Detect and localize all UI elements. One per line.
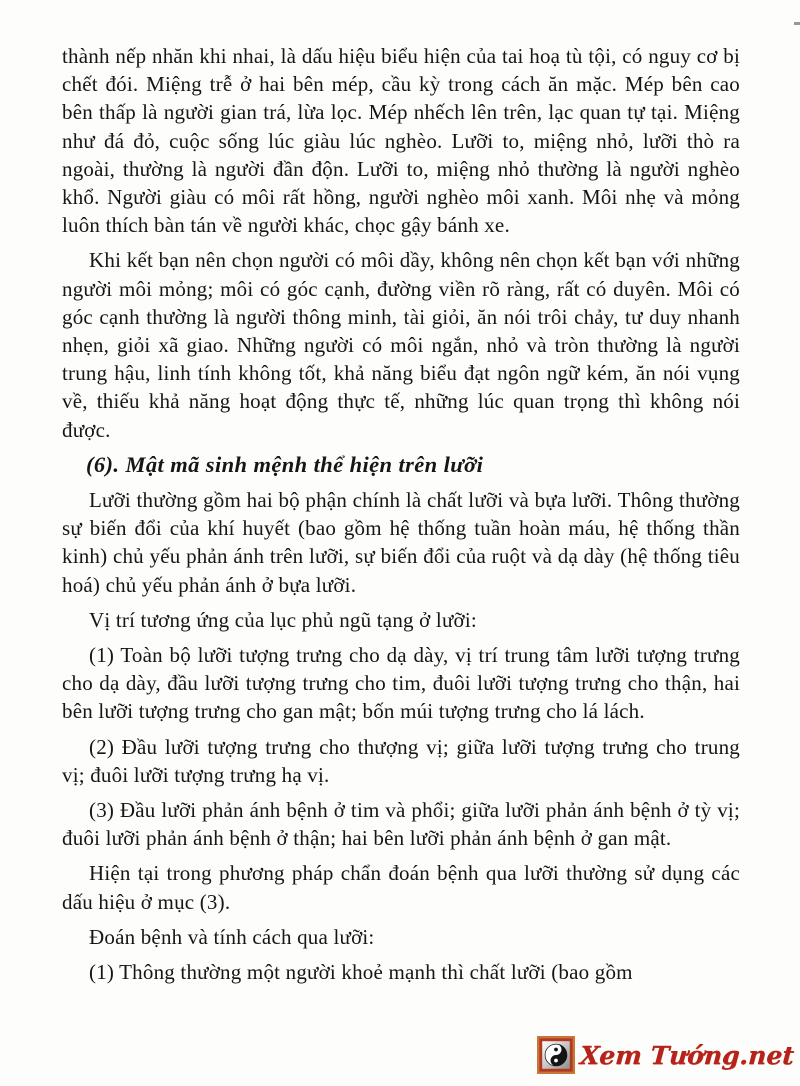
paragraph: Khi kết bạn nên chọn người có môi dầy, không nên chọn kết bạn với những người môi mỏng; môi có góc cạnh, đường viền rõ ràng, rất có duyên. Môi có góc cạnh thường là người thông minh, tài giỏi, ăn nói trôi chảy, tư duy nhanh nhẹn, giỏi xã giao. Những người có môi ngắn, nhỏ và tròn thường là người trung hậu, linh tính không tốt, khả năng biểu đạt ngôn ngữ kém, ăn nói vụng về, thiếu khả năng hoạt động thực tế, những lúc quan trọng thì không nói được. bbox=[62, 248, 740, 442]
yin-yang-icon bbox=[537, 1036, 575, 1074]
paragraph: Đoán bệnh và tính cách qua lưỡi: bbox=[89, 924, 375, 949]
paragraph: thành nếp nhăn khi nhai, là dấu hiệu biểu hiện của tai hoạ tù tội, có nguy cơ bị chết đói. Miệng trễ ở hai bên mép, cầu kỳ trong cách ăn mặc. Mép bên cao bên thấp là người gian trá, lừa lọc. Mép nhếch lên trên, lạc quan tự tại. Miệng như đá đỏ, cuộc sống lúc giàu lúc nghèo. Lưỡi to, miệng nhỏ, lưỡi thò ra ngoài, thường là người đần độn. Lưỡi to, miệng nhỏ thường là người nghèo khổ. Người giàu có môi rất hồng, người nghèo môi xanh. Môi nhẹ và mỏng luôn thích bàn tán về người khác, chọc gậy bánh xe. bbox=[62, 44, 740, 238]
paragraph: Lưỡi thường gồm hai bộ phận chính là chất lưỡi và bựa lưỡi. Thông thường sự biến đổi của khí huyết (bao gồm hệ thống tuần hoàn máu, hệ thống thần kinh) chủ yếu phản ánh trên lưỡi, sự biến đổi của ruột và dạ dày (hệ thống tiêu hoá) chủ yếu phản ánh ở bựa lưỡi. bbox=[62, 488, 740, 597]
paragraph: (1) Toàn bộ lưỡi tượng trưng cho dạ dày, vị trí trung tâm lưỡi tượng trưng cho dạ dày, đầu lưỡi tượng trưng cho tim, đuôi lưỡi tượng trưng cho thận, hai bên lưỡi tượng trưng cho gan mật; bốn múi tượng trưng cho lá lách. bbox=[62, 643, 740, 724]
paragraph: Vị trí tương ứng của lục phủ ngũ tạng ở lưỡi: bbox=[89, 607, 477, 632]
paragraph: (1) Thông thường một người khoẻ mạnh thì chất lưỡi (bao gồm bbox=[89, 960, 633, 985]
page-text-block bbox=[62, 42, 740, 993]
paragraph: (2) Đầu lưỡi tượng trưng cho thượng vị; giữa lưỡi tượng trưng cho trung vị; đuôi lưỡi tượng trưng hạ vị. bbox=[62, 734, 740, 787]
section-heading: (6). Mật mã sinh mệnh thể hiện trên lưỡi bbox=[86, 451, 484, 477]
scan-edge-artifact bbox=[794, 22, 800, 25]
site-watermark bbox=[537, 1036, 794, 1074]
paragraph: Hiện tại trong phương pháp chẩn đoán bệnh qua lưỡi thường sử dụng các dấu hiệu ở mục (3). bbox=[62, 861, 740, 914]
watermark-site-name: Xem Tướng.net bbox=[579, 1040, 796, 1070]
paragraph: (3) Đầu lưỡi phản ánh bệnh ở tim và phổi; giữa lưỡi phản ánh bệnh ở tỳ vị; đuôi lưỡi phản ánh bệnh ở thận; hai bên lưỡi phản ánh bệnh ở gan mật. bbox=[62, 798, 740, 851]
